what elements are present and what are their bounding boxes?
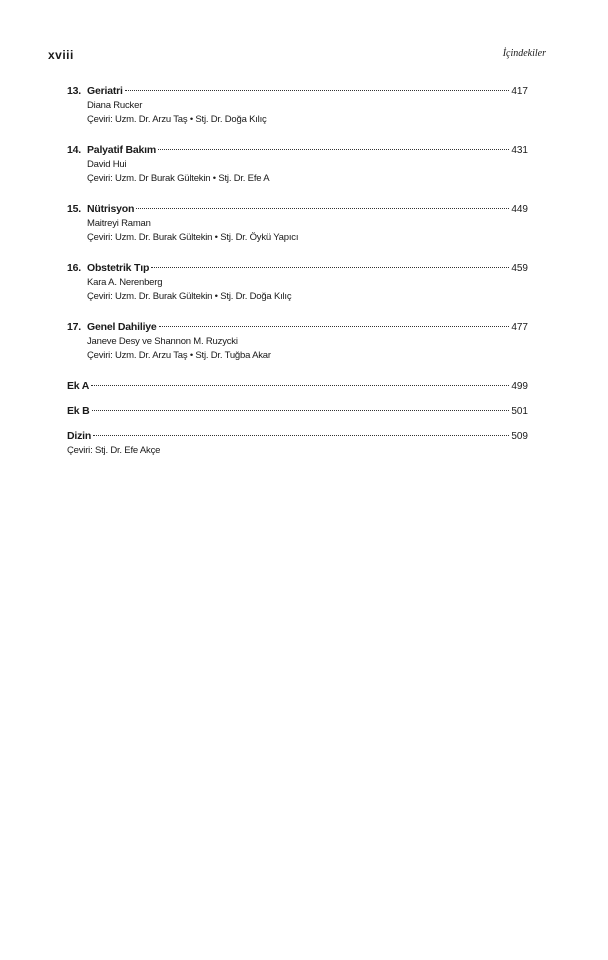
page-ref: 459 [511,263,528,274]
toc-entry-17[interactable] [67,320,528,363]
chapter-title: Geriatri [87,85,123,97]
page-ref: 509 [511,431,528,442]
table-of-contents [67,84,528,458]
toc-entry-line [67,379,528,394]
dot-leader [151,267,509,268]
page-ref: 501 [511,406,528,417]
toc-entry-line [67,84,528,99]
toc-entry-line [67,143,528,158]
page-header [48,48,546,64]
chapter-heading [67,261,149,275]
chapter-author: Kara A. Nerenberg [87,277,163,288]
chapter-number: 15. [67,203,81,215]
chapter-title: Palyatif Bakım [87,144,156,156]
chapter-number: 16. [67,262,81,274]
appendix-title: Ek B [67,405,90,417]
page-ref: 449 [511,204,528,215]
page-ref: 499 [511,381,528,392]
toc-entry-line [67,261,528,276]
chapter-number: 14. [67,144,81,156]
chapter-title: Genel Dahiliye [87,321,157,333]
toc-entry-13[interactable] [67,84,528,127]
chapter-heading [67,143,156,157]
page-number: xviii [48,48,74,62]
chapter-heading [67,320,157,334]
dot-leader [158,149,509,150]
chapter-author: Maitreyi Raman [87,218,151,229]
chapter-author: David Hui [87,159,127,170]
chapter-author: Diana Rucker [87,100,143,111]
chapter-translator: Çeviri: Uzm. Dr Burak Gültekin • Stj. Dr. Efe A [87,173,270,184]
toc-entry-16[interactable] [67,261,528,304]
chapter-number: 17. [67,321,81,333]
running-title: İçindekiler [502,48,546,59]
dot-leader [159,326,510,327]
dot-leader [136,208,509,209]
dot-leader [125,90,510,91]
page-ref: 477 [511,322,528,333]
dot-leader [92,410,510,411]
chapter-translator: Çeviri: Uzm. Dr. Arzu Taş • Stj. Dr. Tuğba Akar [87,350,271,361]
chapter-translator: Çeviri: Uzm. Dr. Burak Gültekin • Stj. Dr. Doğa Kılıç [87,291,292,302]
chapter-translator: Çeviri: Uzm. Dr. Burak Gültekin • Stj. Dr. Öykü Yapıcı [87,232,299,243]
appendix-title: Ek A [67,380,90,392]
toc-entry-15[interactable] [67,202,528,245]
chapter-number: 13. [67,85,81,97]
toc-entry-line [67,404,528,419]
toc-entry-line [67,429,528,444]
chapter-title: Obstetrik Tıp [87,262,150,274]
index-title: Dizin [67,430,92,442]
index-translator: Çeviri: Stj. Dr. Efe Akçe [67,445,161,456]
page-ref: 417 [511,86,528,97]
toc-entry-ek-a[interactable] [67,379,528,394]
page-ref: 431 [511,145,528,156]
chapter-heading [67,202,134,216]
toc-entry-14[interactable] [67,143,528,186]
toc-entry-line [67,202,528,217]
chapter-title: Nütrisyon [87,203,135,215]
dot-leader [93,435,509,436]
dot-leader [91,385,509,386]
chapter-translator: Çeviri: Uzm. Dr. Arzu Taş • Stj. Dr. Doğa Kılıç [87,114,267,125]
chapter-author: Janeve Desy ve Shannon M. Ruzycki [87,336,238,347]
toc-entry-ek-b[interactable] [67,404,528,419]
toc-entry-line [67,320,528,335]
chapter-heading [67,84,123,98]
toc-entry-dizin[interactable] [67,429,528,458]
